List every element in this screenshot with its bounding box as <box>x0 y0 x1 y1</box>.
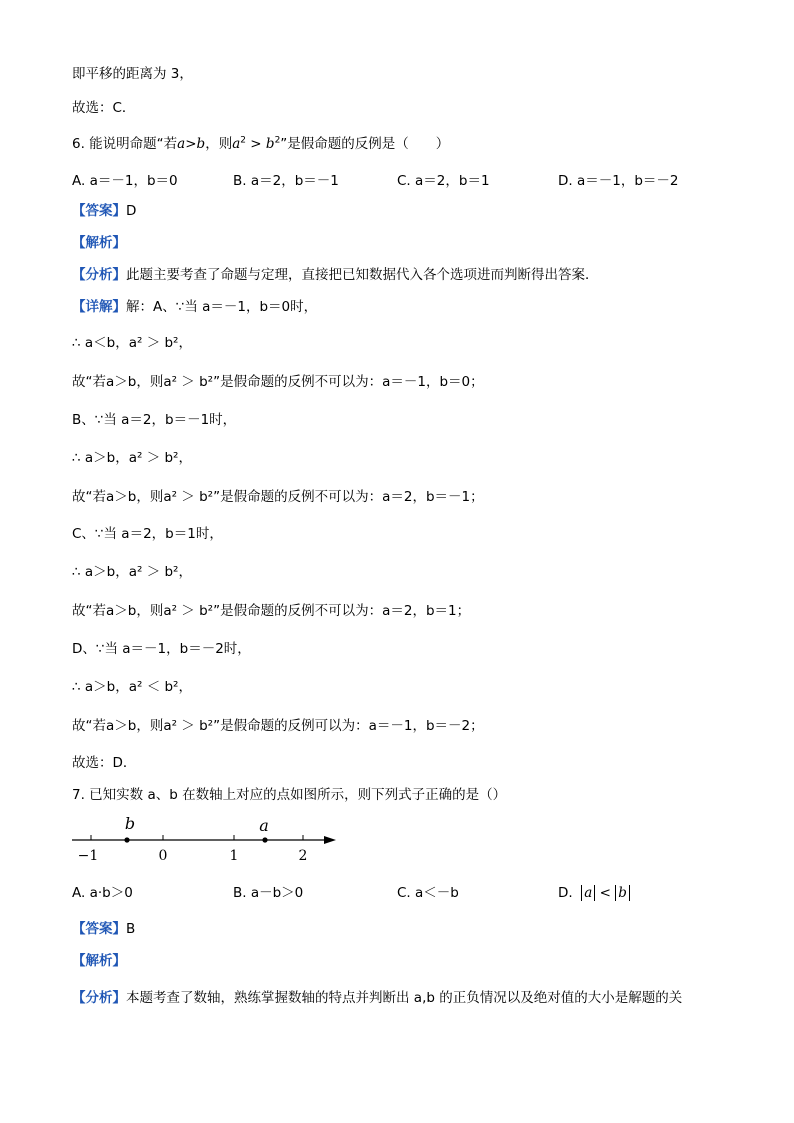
detail-c-cond: C、∵当 a＝2，b＝1时， <box>72 526 223 542</box>
detail-a-conclusion: 故“若a＞b，则a² ＞ b²”是假命题的反例不可以为：a＝－1，b＝0； <box>72 374 484 390</box>
fenxi-6: 【分析】此题主要考查了命题与定理，直接把已知数据代入各个选项进而判断得出答案． <box>72 267 599 283</box>
point-a <box>262 837 267 842</box>
select-6: 故选：D． <box>72 755 137 771</box>
line-1: 即平移的距离为 3， <box>72 66 193 82</box>
answer-6: 【答案】D <box>72 203 137 219</box>
tick-label-neg1: −1 <box>77 848 99 864</box>
question-7: 7. 已知实数 a、b 在数轴上对应的点如图所示，则下列式子正确的是（） <box>72 787 507 803</box>
point-b-label: b <box>124 814 136 833</box>
tick-label-2: 2 <box>298 848 308 864</box>
axis-arrow <box>324 836 336 844</box>
point-b <box>124 837 129 842</box>
q6-option-d: D. a＝－1，b＝－2 <box>558 173 679 189</box>
detail-c-result: ∴ a＞b，a² ＞ b²， <box>72 564 192 580</box>
detail-b-result: ∴ a＞b，a² ＞ b²， <box>72 450 192 466</box>
tick-label-1: 1 <box>229 848 239 864</box>
detail-d-result: ∴ a＞b，a² ＜ b²， <box>72 679 192 695</box>
q7-option-b: B. a－b＞0 <box>233 885 304 901</box>
question-6: 6. 能说明命题“若a>b，则$a^2 > b^2$”是假命题的反例是（ ） <box>72 135 450 152</box>
detail-d-cond: D、∵当 a＝－1，b＝－2时， <box>72 641 251 657</box>
q6-option-a: A. a＝－1，b＝0 <box>72 173 178 189</box>
detail-c-conclusion: 故“若a＞b，则a² ＞ b²”是假命题的反例不可以为：a＝2，b＝1； <box>72 603 471 619</box>
analysis-7-tag: 【解析】 <box>72 953 126 969</box>
fenxi-7: 【分析】本题考查了数轴，熟练掌握数轴的特点并判断出 a,b 的正负情况以及绝对值的大小是解题的关 <box>72 990 683 1006</box>
detail-a-result: ∴ a＜b，a² ＞ b²， <box>72 335 192 351</box>
q6-option-b: B. a＝2，b＝－1 <box>233 173 339 189</box>
detail-b-cond: B、∵当 a＝2，b＝－1时， <box>72 412 237 428</box>
q6-option-c: C. a＝2，b＝1 <box>397 173 490 189</box>
line-2: 故选：C． <box>72 100 136 116</box>
tick-label-0: 0 <box>158 848 168 864</box>
detail-b-conclusion: 故“若a＞b，则a² ＞ b²”是假命题的反例不可以为：a＝2，b＝－1； <box>72 489 484 505</box>
point-a-label: a <box>259 816 269 835</box>
q7-option-d: D. a < b <box>558 883 630 903</box>
number-line <box>66 812 346 868</box>
q7-option-c: C. a＜－b <box>397 885 459 901</box>
answer-7: 【答案】B <box>72 921 136 937</box>
analysis-6-tag: 【解析】 <box>72 235 126 251</box>
detail-a-cond: 【详解】解：A、∵当 a＝－1，b＝0时， <box>72 299 318 315</box>
answer-tag: 【答案】 <box>72 203 126 219</box>
detail-d-conclusion: 故“若a＞b，则a² ＞ b²”是假命题的反例可以为：a＝－1，b＝－2； <box>72 718 484 734</box>
q7-option-a: A. a·b＞0 <box>72 885 133 901</box>
